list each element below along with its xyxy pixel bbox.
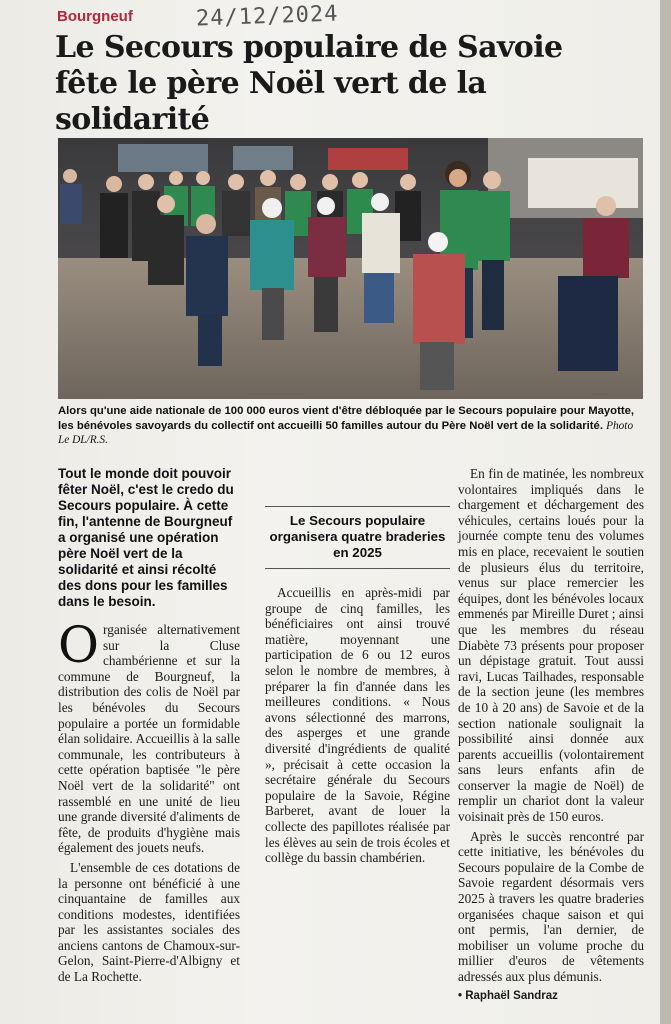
chapo: Tout le monde doit pouvoir fêter Noël, c'est le credo du Secours populaire. À cette fin, l'antenne de Bourgneuf a organisé une opération père Noël vert de la solidarité et ainsi récolté des dons pour les familles dans le besoin. [58, 466, 234, 609]
column-1 [58, 466, 240, 989]
background-edge [660, 0, 671, 1024]
column-3 [458, 466, 644, 1008]
paragraph-1-text: rganisée alternativement sur la Cluse chambérienne et sur la commune de Bourgneuf, la distribution des colis de Noël par les bénévoles du Secours populaire a portée un formidable élan solidaire. Accueillis à la salle communale, les contributeurs à cette opération baptisée "le père Noël vert de la solidarité" ont rassemblé en une unité de lieu une grande diversité d'aliments de fête, de produits d'hygiène mais également des jouets neufs. [58, 622, 240, 856]
headline: Le Secours populaire de Savoie fête le père Noël vert de la solidarité [55, 30, 563, 137]
paragraph-1 [58, 616, 240, 856]
photo-caption [58, 404, 643, 448]
paragraph-2: L'ensemble de ces dotations de la personne ont bénéficié à une cinquantaine de familles aux conditions modestes, identifiées par les assistantes sociales des anciens cantons de Chamoux-sur-Gelon, Saint-Pierre-d'Albigny et de La Rochette. [58, 859, 240, 985]
caption-text: Alors qu'une aide nationale de 100 000 euros vient d'être débloquée par le Secours populaire pour Mayotte, les bénévoles savoyards du collectif ont accueilli 50 familles autour du Père Noël vert de la solidarité. [58, 405, 635, 432]
photo-credit: Photo Le DL/R.S. [58, 419, 634, 446]
group-photo [58, 138, 643, 399]
paragraph-3: Accueillis en après-midi par groupe de cinq familles, les bénéficiaires ont ainsi trouvé matière, moyennant une participation de 6 ou 12 euros selon le nombre de membres, à préparer la fin d'année dans les meilleures conditions. « Nous avons sélectionné des marrons, des asperges et une grande diversité d'ingrédients de qualité », précisait à cette occasion la secrétaire générale du Secours populaire de la Savoie, Régine Barberet, avant de louer la collecte des papillotes réalisée par les élèves au sein de trois écoles et collège du bassin chambérien. [265, 585, 450, 866]
paragraph-5: Après le succès rencontré par cette initiative, les bénévoles du Secours populaire de la Combe de Savoie regardent désormais vers 2025 à travers les quatre braderies organisées chaque saison et qui ont permis, l'an dernier, de mobiliser un volume proche du millier d'euros de vêtements adressés aux plus démunis. [458, 828, 644, 984]
intertitle: Le Secours populaire organisera quatre braderies en 2025 [265, 506, 450, 569]
drop-cap: O [58, 616, 99, 674]
handwritten-date: 24/12/2024 [195, 1, 339, 32]
author-byline: • Raphaël Sandraz [458, 989, 558, 1002]
column-2 [265, 585, 450, 870]
kicker: Bourgneuf [57, 8, 133, 25]
paragraph-4: En fin de matinée, les nombreux volontaires impliqués dans le chargement et déchargement des véhicules, certains loués pour la journée compte tenu des volumes mis en place, recevaient le soutien de plusieurs élus du territoire, venus sur place remercier les équipes, dont les bénévoles locaux emmenés par Mireille Duret ; ainsi que les membres du réseau Diabète 73 présents pour proposer un dépistage gratuit. Tout aussi ravi, Lucas Tailhades, responsable de la section jeune (les membres de 10 à 20 ans) de Savoie et de la section nationale soulignait la possibilité ainsi donnée aux parents accueillis (volontairement sans leurs enfants afin de conserver la magie de Noël) de remplir un chariot dont la valeur voisinait près de 150 euros. [458, 466, 644, 825]
